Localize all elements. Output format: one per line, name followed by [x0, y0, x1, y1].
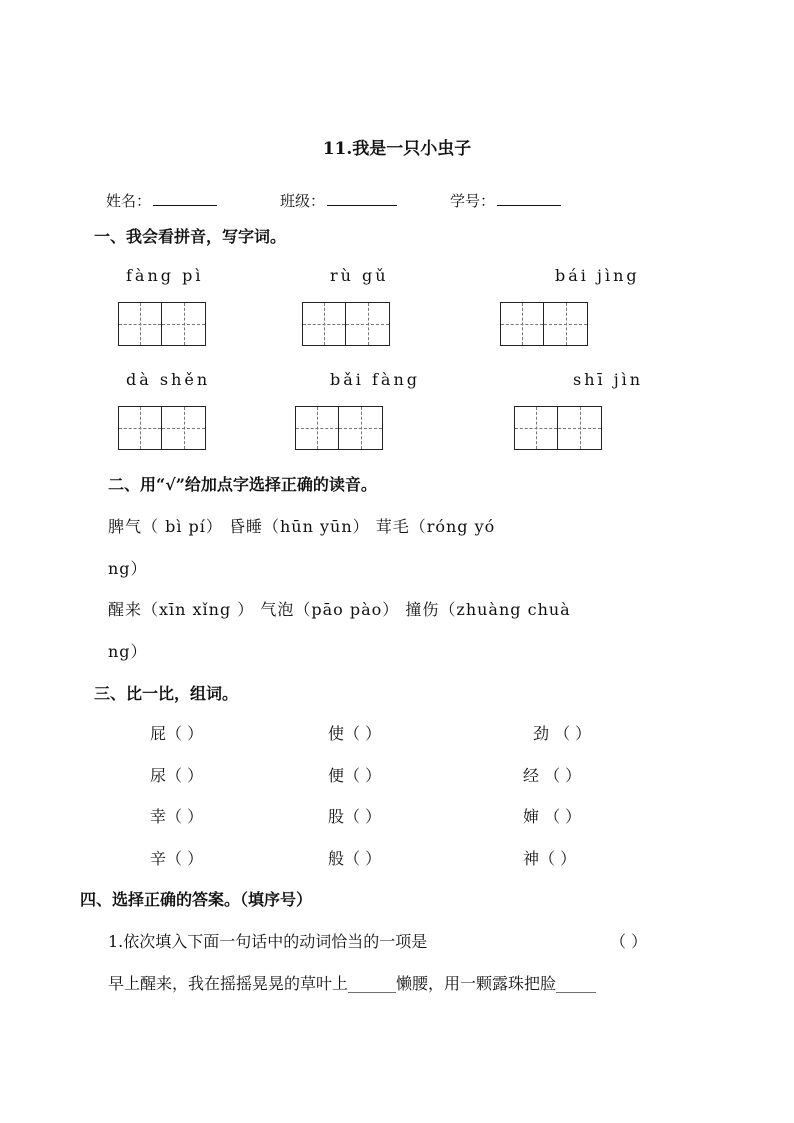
pinyin-6: shī jìn	[573, 370, 644, 389]
question-1-sentence: 早上醒来，我在摇摇晃晃的草叶上______懒腰，用一颗露珠把脸_____	[108, 974, 597, 993]
grid-cell[interactable]	[302, 302, 346, 346]
grid-cell[interactable]	[295, 406, 339, 450]
compare-item[interactable]: 便（ ）	[328, 766, 382, 785]
grid-cell[interactable]	[346, 302, 390, 346]
compare-item[interactable]: 辛（ ）	[150, 849, 204, 868]
grid-cell[interactable]	[514, 406, 558, 450]
pinyin-5: bǎi fàng	[330, 370, 420, 389]
writing-grid-6[interactable]	[514, 406, 602, 450]
grid-cell[interactable]	[544, 302, 588, 346]
reading-line-1: 脾气（ bì pí） 昏睡（hūn yūn） 茸毛（róng yó	[108, 517, 496, 536]
section3-heading: 三、比一比，组词。	[94, 684, 239, 703]
section1-heading: 一、我会看拼音，写字词。	[94, 227, 287, 246]
compare-item[interactable]: 经 （ ）	[523, 766, 582, 785]
section2-heading: 二、用“√”给加点字选择正确的读音。	[108, 475, 377, 494]
class-field	[280, 190, 397, 211]
grid-cell[interactable]	[162, 302, 206, 346]
id-field	[450, 190, 561, 211]
class-blank[interactable]	[327, 191, 397, 206]
writing-grid-3[interactable]	[500, 302, 588, 346]
section4-heading: 四、选择正确的答案。（填序号）	[80, 890, 313, 909]
id-label: 学号：	[450, 192, 496, 210]
grid-cell[interactable]	[339, 406, 383, 450]
grid-cell[interactable]	[118, 406, 162, 450]
compare-item[interactable]: 股（ ）	[328, 807, 382, 826]
name-field	[106, 190, 217, 211]
grid-cell[interactable]	[500, 302, 544, 346]
name-blank[interactable]	[153, 191, 217, 206]
compare-item[interactable]: 屁（ ）	[150, 724, 204, 743]
compare-item[interactable]: 婶 （ ）	[523, 807, 582, 826]
pinyin-2: rù gǔ	[330, 266, 389, 285]
grid-cell[interactable]	[118, 302, 162, 346]
reading-line-2: ng）	[108, 559, 148, 578]
name-label: 姓名：	[106, 192, 152, 210]
class-label: 班级：	[280, 192, 326, 210]
grid-cell[interactable]	[558, 406, 602, 450]
compare-item[interactable]: 使（ ）	[328, 724, 382, 743]
grid-cell[interactable]	[162, 406, 206, 450]
compare-item[interactable]: 幸（ ）	[150, 807, 204, 826]
id-blank[interactable]	[497, 191, 561, 206]
question-1: 1.依次填入下面一句话中的动词恰当的一项是	[108, 932, 428, 951]
pinyin-4: dà shěn	[126, 370, 211, 389]
compare-item[interactable]: 劲 （ ）	[533, 724, 592, 743]
compare-item[interactable]: 神（ ）	[523, 849, 577, 868]
writing-grid-5[interactable]	[295, 406, 383, 450]
answer-bracket[interactable]: （ ）	[610, 932, 648, 951]
reading-line-4: ng）	[108, 642, 148, 661]
writing-grid-4[interactable]	[118, 406, 206, 450]
writing-grid-1[interactable]	[118, 302, 206, 346]
pinyin-1: fàng pì	[126, 266, 204, 285]
reading-line-3: 醒来（xīn xǐng ） 气泡（pāo pào） 撞伤（zhuàng chuà	[108, 600, 571, 619]
compare-item[interactable]: 尿（ ）	[150, 766, 204, 785]
writing-grid-2[interactable]	[302, 302, 390, 346]
compare-item[interactable]: 般（ ）	[328, 849, 382, 868]
pinyin-3: bái jìng	[555, 266, 640, 285]
page-title: 11.我是一只小虫子	[322, 139, 472, 159]
